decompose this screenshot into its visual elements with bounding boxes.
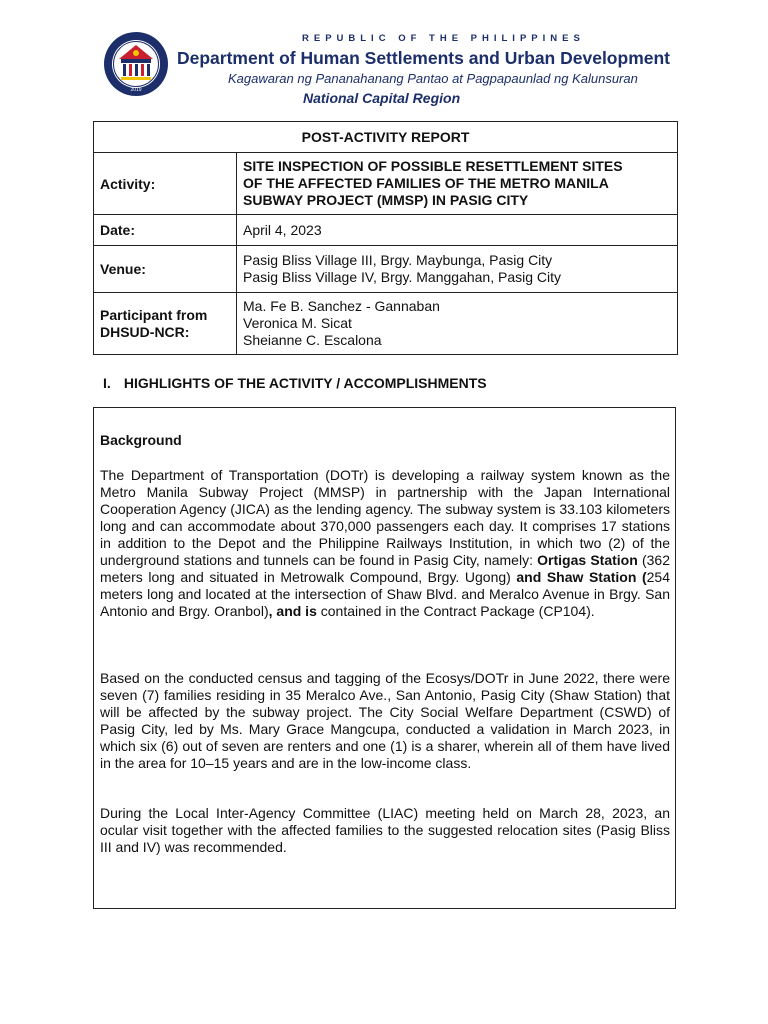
venue-line: Pasig Bliss Village IV, Brgy. Manggahan, Pasig City [243,269,562,285]
participants-value [237,293,678,355]
activity-line: SITE INSPECTION OF POSSIBLE RESETTLEMENT SITES [243,158,623,174]
republic-line: REPUBLIC OF THE PHILIPPINES [302,33,585,44]
report-title: POST-ACTIVITY REPORT [94,122,678,153]
participant-name: Veronica M. Sicat [243,315,352,331]
department-tagline: Kagawaran ng Pananahanang Pantao at Pagpapaunlad ng Kalunsuran [228,71,638,86]
venue-value [237,246,678,293]
region-name: National Capital Region [303,90,461,106]
letterhead [0,0,768,110]
venue-row [94,246,678,293]
p1-text: The Department of Transportation (DOTr) is developing a railway system known as the Metro Manila Subway Project (MMSP) in partnership with the Japan International Cooperation Agency (JICA) as the lending agency. The subway system is 33.103 kilometers long and can accommodate about 370,000 passengers each day. It comprises 17 stations in addition to the Depot and the Philippine Railways Institution, in which two (2) of the underground stations and tunnels can be found in Pasig City, namely: [100,467,670,568]
date-row [94,215,678,246]
activity-value [237,153,678,215]
participant-label-line: DHSUD-NCR: [100,323,190,340]
p1-and-is: , and is [268,603,317,619]
activity-label: Activity: [94,153,237,215]
participant-label-line: Participant from [100,306,208,323]
section-title: HIGHLIGHTS OF THE ACTIVITY / ACCOMPLISHMENTS [123,375,487,391]
p1-ortigas-station: Ortigas Station [537,552,638,568]
dhsud-seal-icon [103,31,169,97]
section-heading [103,375,487,391]
p1-text: contained in the Contract Package (CP104). [316,603,595,619]
participant-name: Ma. Fe B. Sanchez - Gannaban [243,298,440,314]
p1-text: 254 meters long and located at the intersection of Shaw Blvd. and Meralco Avenue in Brgy. San Antonio and Brgy. Oranbol) [100,569,670,619]
venue-line: Pasig Bliss Village III, Brgy. Maybunga, Pasig City [243,252,553,268]
background-heading: Background [100,432,182,448]
seal-year: 2019 [130,87,142,93]
activity-row [94,153,678,215]
title-row [94,122,678,153]
participant-label [94,293,237,355]
participants-row [94,293,678,355]
background-paragraph-2: Based on the conducted census and tagging of the Ecosys/DOTr in June 2022, there were seven (7) families residing in 35 Meralco Ave., San Antonio, Pasig City (Shaw Station) that will be affected by the subway project. The City Social Welfare Department (CSWD) of Pasig City, led by Ms. Mary Grace Mangcupa, conducted a validation in March 2023, in which six (6) out of seven are renters and one (1) is a sharer, wherein all of them have lived in the area for 10–15 years and are in the low-income class. [100,670,670,771]
p1-text: (362 meters long and situated in Metrowalk Compound, Brgy. Ugong) [100,552,670,585]
department-name: Department of Human Settlements and Urban Development [177,48,670,68]
background-paragraph-3: During the Local Inter-Agency Committee (LIAC) meeting held on March 28, 2023, an ocular visit together with the affected families to the suggested relocation sites (Pasig Bliss III and IV) was recommended. [100,805,670,855]
background-paragraph-1 [100,467,670,620]
p1-shaw-station: and Shaw Station ( [516,569,647,585]
date-value: April 4, 2023 [237,215,678,246]
participant-name: Sheianne C. Escalona [243,332,382,348]
highlights-box [93,407,676,909]
report-info-table [93,121,678,355]
date-label: Date: [94,215,237,246]
venue-label: Venue: [94,246,237,293]
section-number: I. [103,375,111,391]
activity-line: SUBWAY PROJECT (MMSP) IN PASIG CITY [243,192,529,208]
activity-line: OF THE AFFECTED FAMILIES OF THE METRO MANILA [243,175,609,191]
